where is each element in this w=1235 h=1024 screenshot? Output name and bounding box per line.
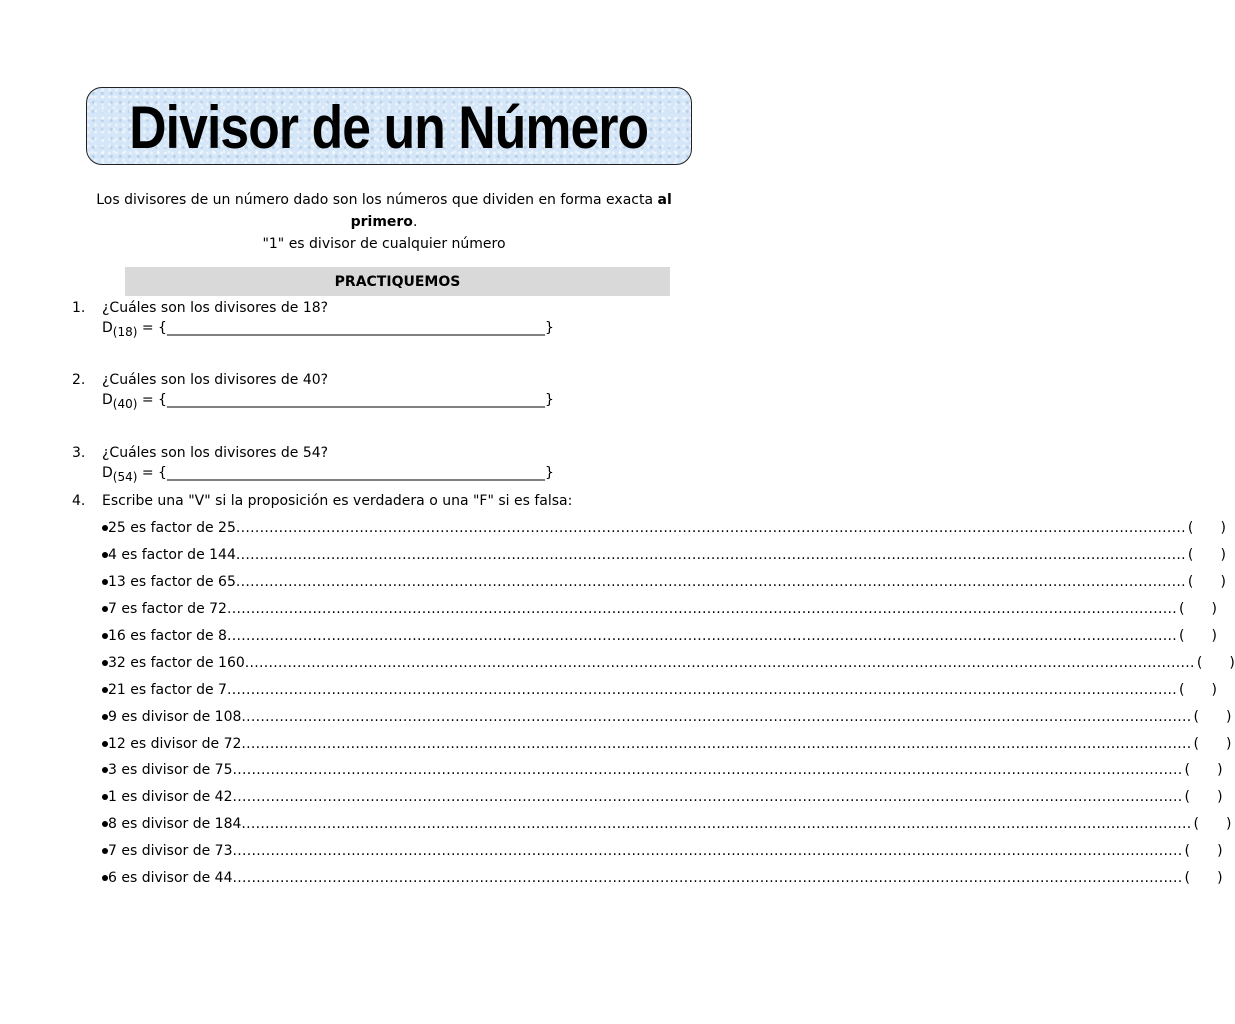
answer-box[interactable] [1183,789,1223,805]
answer-line[interactable] [102,390,554,414]
list-item [100,784,1223,811]
list-item [100,569,1226,596]
answer-box[interactable] [1191,736,1231,752]
statement-text: 7 es factor de 72 [108,601,227,618]
paren-close: ) [1225,735,1232,752]
answer-box[interactable] [1191,709,1231,725]
list-item [100,596,1217,623]
answer-box[interactable] [1177,601,1217,617]
paren-open: ( [1193,816,1199,833]
list-item [100,676,1217,703]
question-text: Escribe una "V" si la proposición es verdadera o una "F" si es falsa: [102,493,573,509]
question-text: ¿Cuáles son los divisores de 54? [102,445,329,461]
answer-box[interactable] [1183,762,1223,778]
intro-line-1-start: Los divisores de un número dado son los números que dividen en forma exacta [96,192,658,208]
bullet-icon [100,741,108,747]
list-item [100,757,1223,784]
dot-leader: ........................................................................................................................................................................................................ [235,574,1186,591]
list-item [100,542,1226,569]
answer-box[interactable] [1177,682,1217,698]
list-item [100,623,1217,650]
paren-close: ) [1217,870,1223,887]
question-text: ¿Cuáles son los divisores de 18? [102,300,329,316]
paren-open: ( [1184,789,1191,806]
statement-text: 8 es divisor de 184 [108,816,242,833]
dot-leader: ........................................................................................................................................................................................................ [226,628,1177,644]
statement-text: 12 es divisor de 72 [108,735,242,752]
bullet-icon [100,794,108,800]
statement-list [100,515,1235,891]
paren-close: ) [1211,628,1217,644]
statement-text: 3 es divisor de 75 [108,762,233,779]
paren-open: ( [1187,574,1194,591]
bullet-icon [100,525,108,531]
intro-line-1 [90,189,678,233]
paren-open: ( [1187,520,1194,537]
answer-blank: = {______________________________________________________} [137,392,554,408]
answer-box[interactable] [1183,870,1223,886]
list-item [100,730,1232,757]
paren-open: ( [1184,762,1191,779]
paren-open: ( [1179,681,1185,698]
paren-open: ( [1193,708,1199,725]
list-item [100,649,1235,676]
dot-leader: ........................................................................................................................................................................................................ [241,816,1192,833]
dot-leader: ........................................................................................................................................................................................................ [235,547,1186,564]
question-number: 3. [72,445,86,461]
dot-leader: ........................................................................................................................................................................................................ [232,762,1183,779]
set-subscript: (40) [112,396,138,411]
answer-blank: = {______________________________________________________} [137,465,554,481]
intro-line-2: "1" es divisor de cualquier número [262,236,506,252]
paren-open: ( [1184,870,1191,887]
statement-text: 4 es factor de 144 [108,547,236,564]
bullet-icon [100,552,108,558]
answer-line[interactable] [102,318,554,342]
paren-close: ) [1229,654,1235,671]
bullet-icon [100,767,108,773]
dot-leader: ........................................................................................................................................................................................................ [241,735,1192,752]
list-item [100,515,1226,542]
dot-leader: ........................................................................................................................................................................................................ [244,654,1195,671]
list-item [100,703,1232,730]
dot-leader: ........................................................................................................................................................................................................ [232,789,1183,806]
statement-text: 1 es divisor de 42 [108,789,233,806]
question-number: 4. [72,493,86,509]
title-box [86,87,692,165]
bullet-icon [100,606,108,612]
intro-text [90,189,678,255]
paren-close: ) [1211,601,1217,618]
paren-close: ) [1217,789,1223,806]
list-item [100,838,1223,865]
answer-box[interactable] [1183,843,1223,859]
dot-leader: ........................................................................................................................................................................................................ [235,520,1186,537]
paren-open: ( [1187,547,1194,564]
paren-close: ) [1220,547,1226,564]
statement-text: 32 es factor de 160 [108,654,245,671]
section-banner: PRACTIQUEMOS [125,267,670,296]
list-item [100,811,1232,838]
answer-box[interactable] [1195,655,1235,671]
dot-leader: ........................................................................................................................................................................................................ [226,681,1177,698]
page-title: Divisor de un Número [129,94,649,161]
bullet-icon [100,821,108,827]
paren-close: ) [1211,681,1217,698]
statement-text: 6 es divisor de 44 [108,870,233,887]
answer-line[interactable] [102,463,554,487]
answer-box[interactable] [1186,520,1226,536]
question-text: ¿Cuáles son los divisores de 40? [102,372,329,388]
paren-close: ) [1225,816,1232,833]
list-item [100,865,1223,892]
bullet-icon [100,660,108,666]
intro-line-1-bold: al primero [350,192,672,230]
statement-text: 9 es divisor de 108 [108,708,242,725]
bullet-icon [100,687,108,693]
statement-text: 25 es factor de 25 [108,520,236,537]
bullet-icon [100,848,108,854]
set-label: D [102,392,113,408]
statement-text: 13 es factor de 65 [108,574,236,591]
paren-open: ( [1193,735,1199,752]
bullet-icon [100,714,108,720]
statement-text: 7 es divisor de 73 [108,843,233,860]
bullet-icon [100,633,108,639]
set-subscript: (54) [112,469,138,484]
paren-close: ) [1217,843,1223,860]
paren-close: ) [1217,762,1223,779]
dot-leader: ........................................................................................................................................................................................................ [232,843,1183,860]
set-label: D [102,465,113,481]
paren-open: ( [1184,843,1191,860]
question-number: 2. [72,372,86,388]
paren-close: ) [1220,574,1226,591]
dot-leader: ........................................................................................................................................................................................................ [232,870,1183,887]
question-number: 1. [72,300,86,316]
answer-blank: = {______________________________________________________} [137,320,554,336]
bullet-icon [100,875,108,881]
intro-line-1-end: . [412,214,418,230]
statement-text: 21 es factor de 7 [108,681,227,698]
answer-box[interactable] [1177,628,1217,644]
paren-open: ( [1179,628,1185,644]
paren-close: ) [1220,520,1226,537]
answer-box[interactable] [1191,816,1231,832]
dot-leader: ........................................................................................................................................................................................................ [226,601,1177,618]
set-subscript: (18) [112,324,138,339]
paren-open: ( [1196,654,1203,671]
set-label: D [102,320,113,336]
answer-box[interactable] [1186,574,1226,590]
dot-leader: ........................................................................................................................................................................................................ [241,708,1192,725]
paren-close: ) [1225,708,1232,725]
paren-open: ( [1179,601,1185,618]
statement-text: 16 es factor de 8 [108,628,227,644]
bullet-icon [100,579,108,585]
answer-box[interactable] [1186,547,1226,563]
